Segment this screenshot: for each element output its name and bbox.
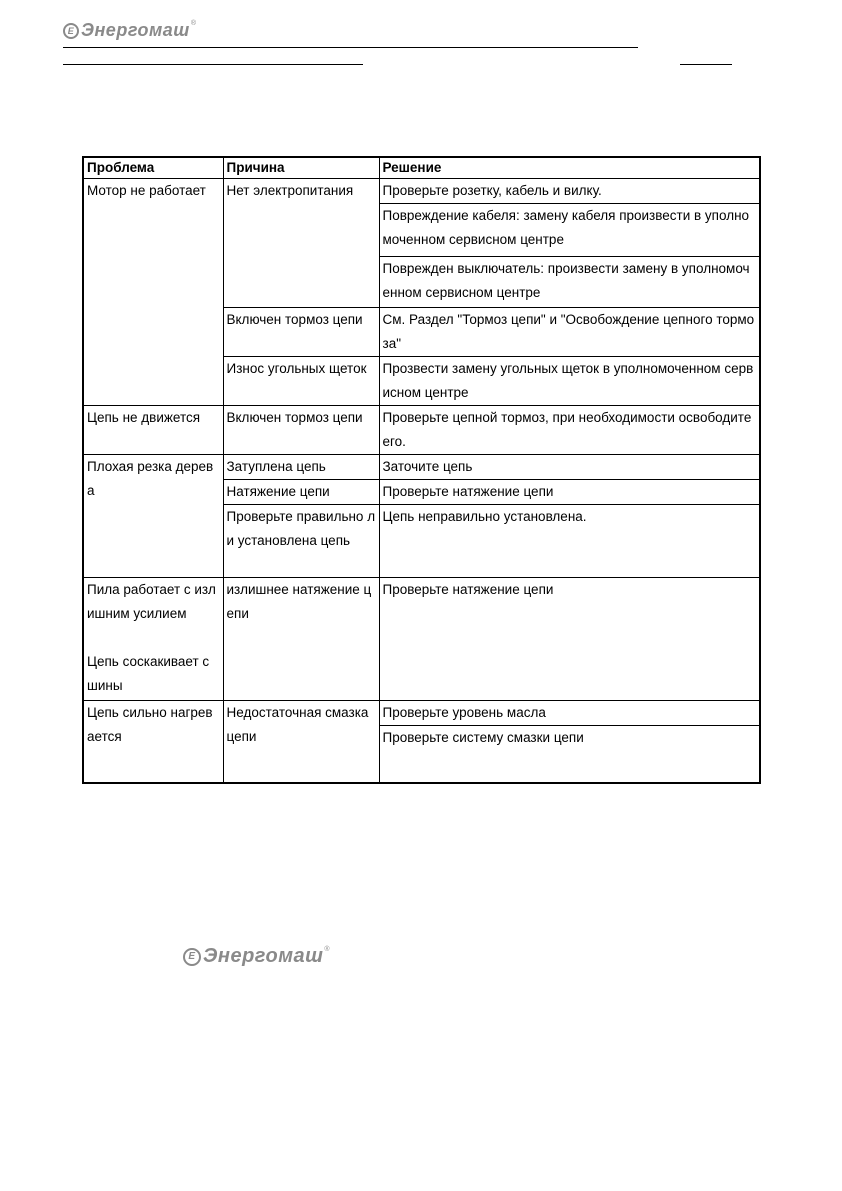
problem-cell: Цепь не движется [83, 406, 223, 455]
brand-mark-icon: E [63, 23, 79, 39]
cause-cell: Затуплена цепь [223, 455, 379, 480]
footer-logo [183, 945, 330, 968]
registered-mark: ® [190, 20, 197, 27]
table-row [83, 701, 760, 726]
cause-cell: Включен тормоз цепи [223, 308, 379, 357]
problem-cell: Цепь сильно нагревается [83, 701, 223, 784]
problem-cell: Мотор не работает [83, 179, 223, 406]
solution-cell: См. Раздел "Тормоз цепи" и "Освобождение цепного тормоза" [379, 308, 760, 357]
column-header-solution: Решение [379, 157, 760, 179]
table-row [83, 455, 760, 480]
table-row [83, 406, 760, 455]
solution-cell: Заточите цепь [379, 455, 760, 480]
header-logo [63, 20, 196, 41]
cause-cell: Нет электропитания [223, 179, 379, 308]
logo-text: Энергомаш [81, 20, 190, 40]
header-rule-right [680, 64, 732, 65]
problem-cell [83, 578, 223, 701]
cause-cell: Проверьте правильно ли установлена цепь [223, 505, 379, 578]
solution-cell: Проверьте натяжение цепи [379, 578, 760, 701]
solution-cell: Проверьте натяжение цепи [379, 480, 760, 505]
column-header-problem: Проблема [83, 157, 223, 179]
solution-cell: Поврежден выключатель: произвести замену в уполномоченном сервисном центре [379, 257, 760, 308]
solution-cell: Цепь неправильно установлена. [379, 505, 760, 578]
problem-cell: Плохая резка дерева [83, 455, 223, 578]
problem-text-secondary: Цепь соскакивает с шины [87, 654, 210, 693]
brand-mark-icon: E [183, 948, 201, 966]
solution-cell: Проверьте систему смазки цепи [379, 726, 760, 784]
table-row [83, 179, 760, 204]
cause-cell: Износ угольных щеток [223, 357, 379, 406]
cause-cell: Включен тормоз цепи [223, 406, 379, 455]
cause-cell: Натяжение цепи [223, 480, 379, 505]
solution-cell: Проверьте розетку, кабель и вилку. [379, 179, 760, 204]
problem-text: Пила работает с излишним усилием [87, 582, 216, 621]
registered-mark: ® [324, 946, 331, 953]
cause-cell: излишнее натяжение цепи [223, 578, 379, 701]
solution-cell: Повреждение кабеля: замену кабеля произвести в уполномоченном сервисном центре [379, 204, 760, 257]
header-rule [63, 47, 638, 48]
column-header-cause: Причина [223, 157, 379, 179]
solution-cell: Прозвести замену угольных щеток в уполномоченном сервисном центре [379, 357, 760, 406]
solution-cell: Проверьте уровень масла [379, 701, 760, 726]
cause-cell: Недостаточная смазка цепи [223, 701, 379, 784]
table-row [83, 578, 760, 701]
solution-cell: Проверьте цепной тормоз, при необходимости освободите его. [379, 406, 760, 455]
header-rule-left [63, 64, 363, 65]
logo-text: Энергомаш [203, 945, 324, 967]
troubleshooting-table [82, 156, 761, 784]
table-header-row [83, 157, 760, 179]
